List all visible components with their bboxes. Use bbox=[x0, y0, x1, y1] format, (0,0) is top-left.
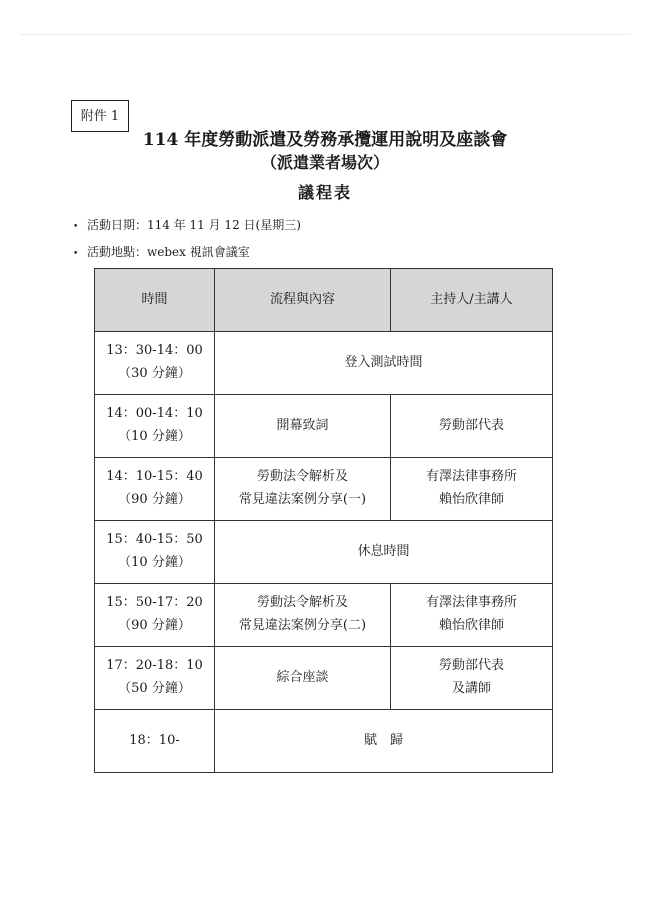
content-cell bbox=[215, 521, 553, 584]
agenda-table bbox=[94, 268, 553, 773]
content-text: 賦 歸 bbox=[363, 732, 403, 748]
duration: （10 分鐘） bbox=[118, 555, 191, 570]
header-host: 主持人/主講人 bbox=[391, 269, 553, 332]
time-cell bbox=[95, 584, 215, 647]
host-cell bbox=[391, 647, 553, 710]
content-text: 休息時間 bbox=[357, 543, 410, 559]
header-content: 流程與內容 bbox=[215, 269, 391, 332]
duration: （90 分鐘） bbox=[118, 618, 191, 633]
time-range: 13：30-14：00 bbox=[106, 343, 203, 359]
content-cell bbox=[215, 395, 391, 458]
content-cell bbox=[215, 584, 391, 647]
duration: （10 分鐘） bbox=[118, 429, 191, 444]
host-text: 勞動部代表 bbox=[438, 658, 504, 674]
duration: （90 分鐘） bbox=[118, 492, 191, 507]
scan-edge-line bbox=[20, 34, 630, 35]
host-cell bbox=[391, 584, 553, 647]
table-row bbox=[95, 395, 553, 458]
agenda-heading: 議程表 bbox=[297, 183, 352, 202]
time-cell bbox=[95, 710, 215, 773]
host-text: 有澤法律事務所 bbox=[425, 469, 517, 485]
table-header-row bbox=[95, 269, 553, 332]
document-title: 114 年度勞動派遣及勞務承攬運用說明及座談會 bbox=[142, 130, 508, 150]
table-row bbox=[95, 332, 553, 395]
time-range: 17：20-18：10 bbox=[106, 658, 203, 674]
content-cell bbox=[215, 710, 553, 773]
host-cell bbox=[391, 395, 553, 458]
table-row bbox=[95, 584, 553, 647]
time-cell bbox=[95, 521, 215, 584]
header-time: 時間 bbox=[95, 269, 215, 332]
content-text: 綜合座談 bbox=[276, 669, 329, 685]
time-cell bbox=[95, 458, 215, 521]
table-row bbox=[95, 521, 553, 584]
event-location-item bbox=[73, 243, 250, 260]
time-cell bbox=[95, 647, 215, 710]
duration: （30 分鐘） bbox=[118, 366, 191, 381]
event-date-item bbox=[73, 216, 301, 233]
bullet-icon: • bbox=[73, 249, 79, 259]
host-text: 有澤法律事務所 bbox=[425, 595, 517, 611]
content-text: 勞動法令解析及 bbox=[256, 595, 348, 611]
host-text: 賴怡欣律師 bbox=[438, 492, 504, 507]
event-location: 活動地點：webex 視訊會議室 bbox=[87, 245, 250, 259]
table-row bbox=[95, 458, 553, 521]
content-text: 勞動法令解析及 bbox=[256, 469, 348, 485]
content-text: 常見違法案例分享(二) bbox=[238, 618, 367, 633]
time-cell bbox=[95, 332, 215, 395]
host-cell bbox=[391, 458, 553, 521]
host-text: 賴怡欣律師 bbox=[438, 618, 504, 633]
time-range: 14：00-14：10 bbox=[106, 406, 203, 422]
content-cell bbox=[215, 647, 391, 710]
content-text: 常見違法案例分享(一) bbox=[238, 492, 367, 507]
bullet-icon: • bbox=[73, 222, 79, 232]
host-text: 及講師 bbox=[451, 681, 491, 696]
table-row bbox=[95, 710, 553, 773]
attachment-label: 附件 1 bbox=[71, 100, 129, 132]
content-cell bbox=[215, 458, 391, 521]
time-range: 18：10- bbox=[129, 732, 180, 748]
content-cell bbox=[215, 332, 553, 395]
host-text: 勞動部代表 bbox=[438, 417, 504, 433]
content-text: 登入測試時間 bbox=[344, 354, 423, 370]
table-row bbox=[95, 647, 553, 710]
time-range: 15：40-15：50 bbox=[106, 532, 203, 548]
time-cell bbox=[95, 395, 215, 458]
event-date: 活動日期：114 年 11 月 12 日(星期三) bbox=[87, 218, 301, 232]
document-subtitle: （派遣業者場次） bbox=[260, 153, 389, 172]
duration: （50 分鐘） bbox=[118, 681, 191, 696]
time-range: 15：50-17：20 bbox=[106, 595, 203, 611]
time-range: 14：10-15：40 bbox=[106, 469, 203, 485]
content-text: 開幕致詞 bbox=[276, 417, 329, 433]
